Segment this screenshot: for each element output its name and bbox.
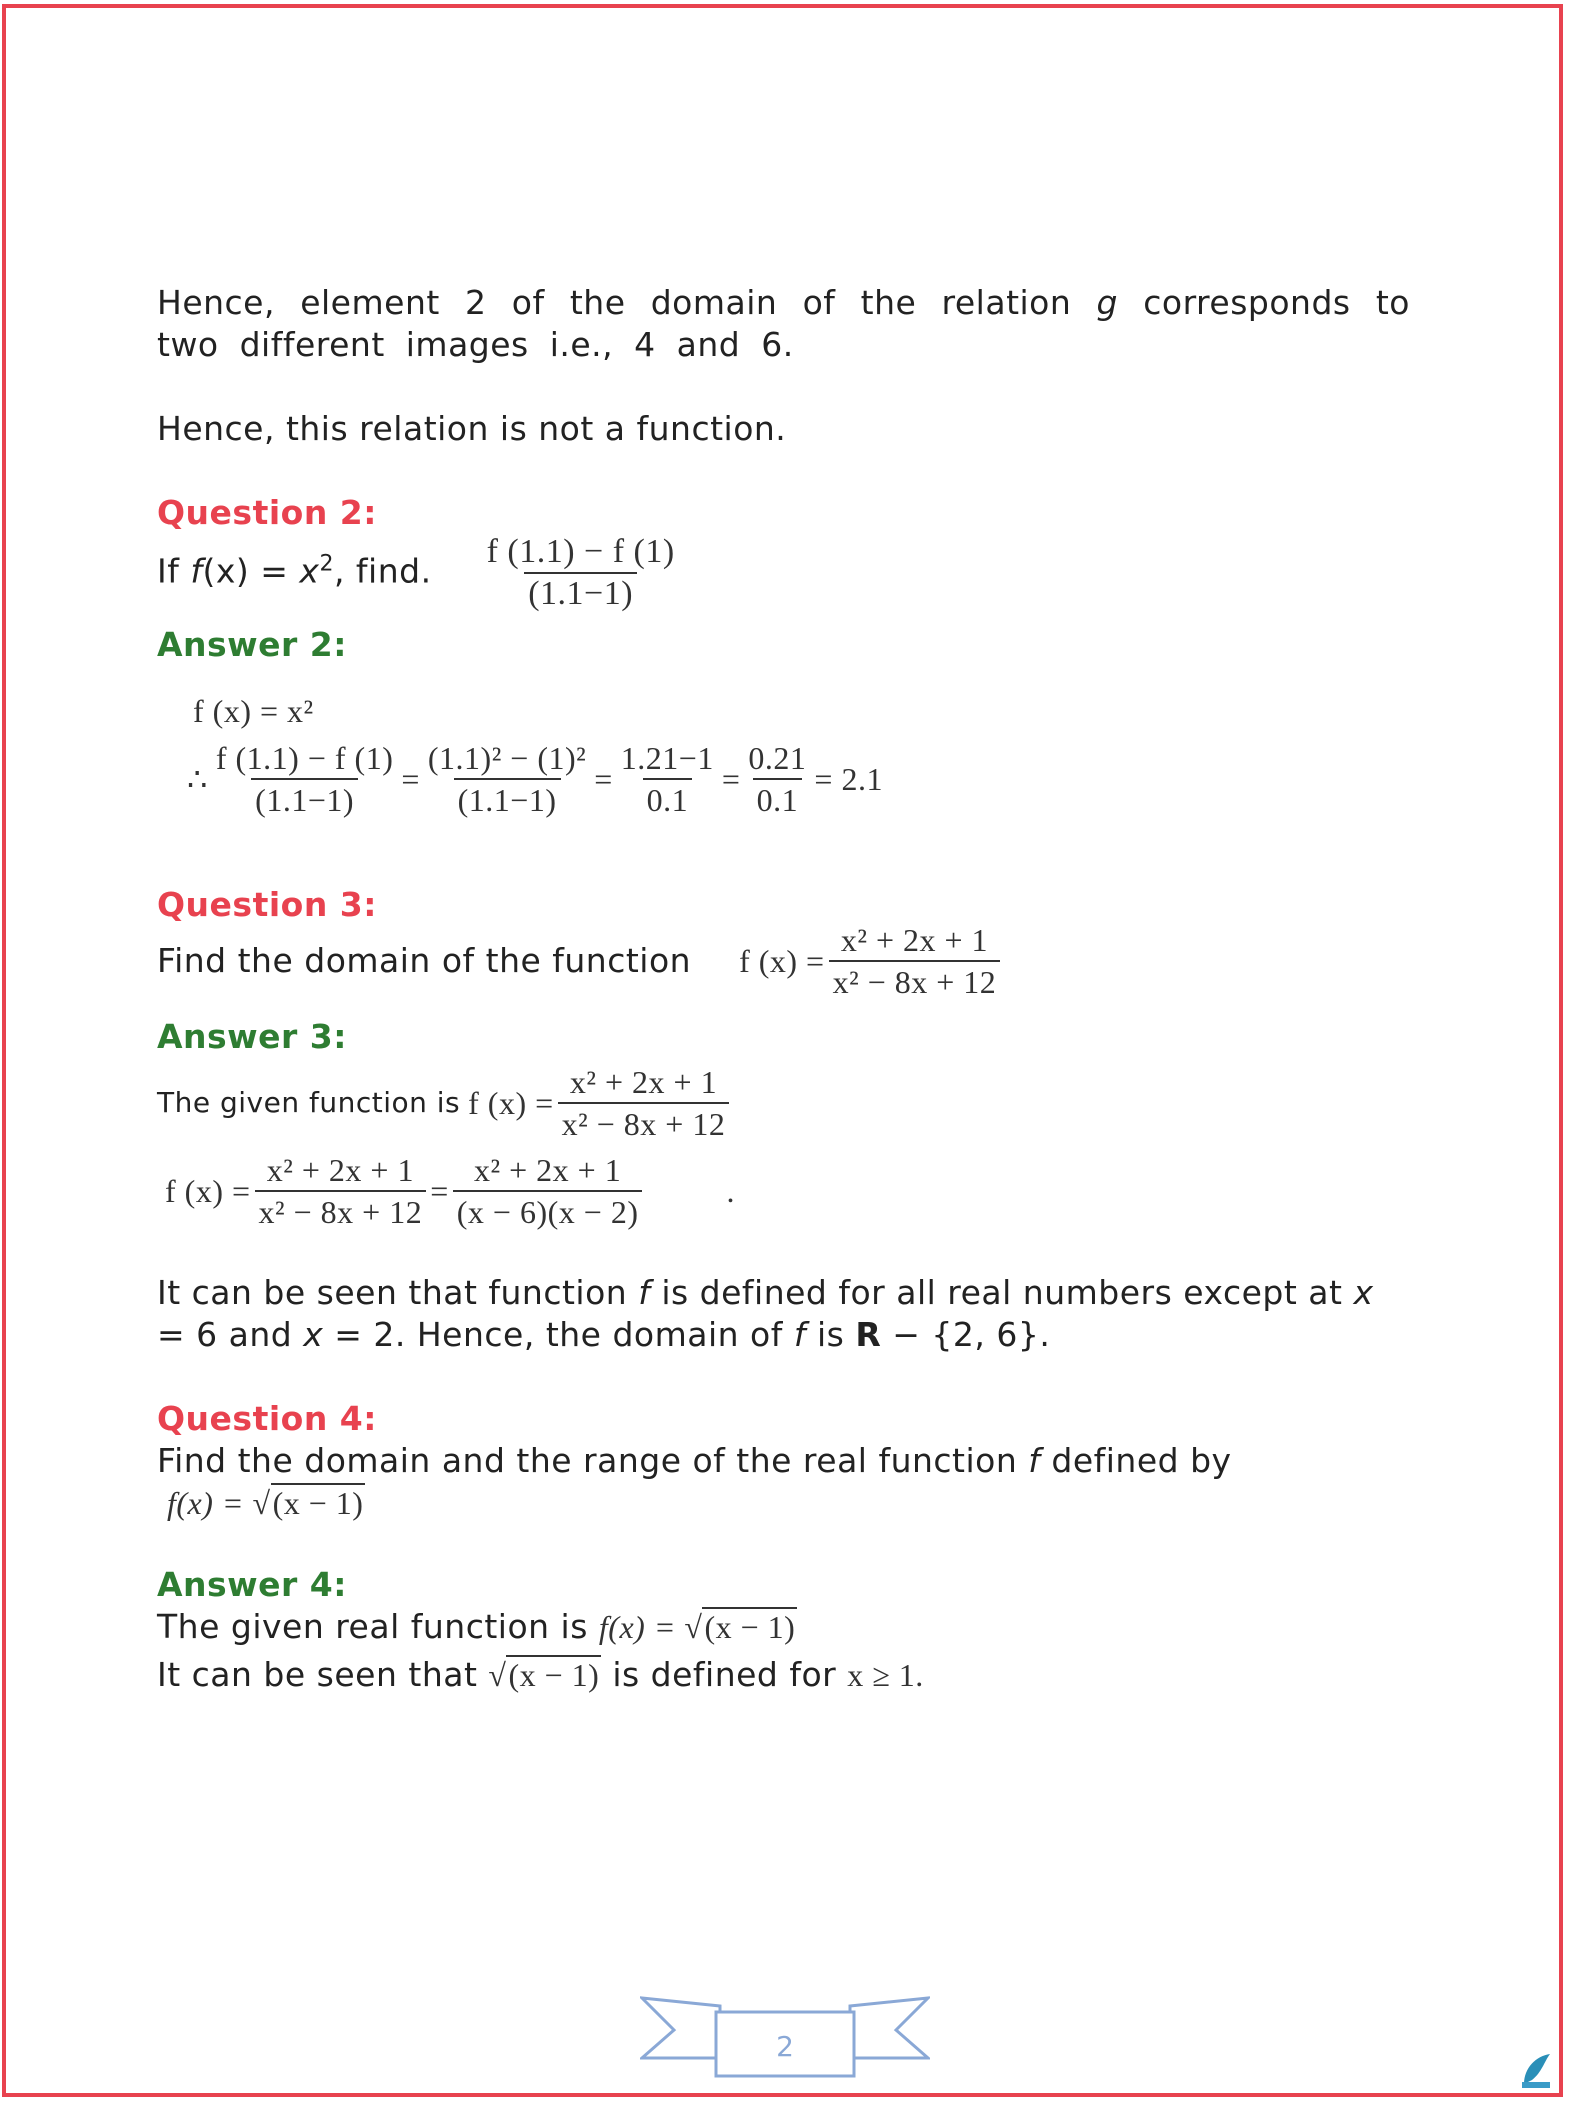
publisher-logo-icon xyxy=(1518,2050,1554,2090)
question-2 xyxy=(157,492,1410,614)
question-2-text: If $f(x) = x^2$, find. $\frac{f (1.1) - f (1)}{(1.1-1)}$ xyxy=(157,532,1410,614)
answer-2 xyxy=(157,624,1410,820)
question-2-fraction: $\frac{f (1.1) - f (1)}{(1.1-1)}$ xyxy=(486,533,675,612)
question-4-formula: f(x) = √(x − 1) xyxy=(167,1485,364,1521)
answer-3-factored: f (x) = $\frac{\text{x² + 2x + 1}}{\text{x² − 8x + 12}}$ = $\frac{\text{x² + 2x + 1}}{(x - 6)(x - 2)}$ . xyxy=(165,1152,735,1230)
answer-4 xyxy=(157,1564,1410,1696)
answer-4-heading: Answer 4: xyxy=(157,1565,347,1604)
question-2-heading: Question 2: xyxy=(157,493,377,532)
answer-3-given: The given function is f (x) = $\frac{\text{x² + 2x + 1}}{\text{x² − 8x + 12}}$ xyxy=(157,1062,1410,1144)
question-4 xyxy=(157,1398,1410,1524)
question-3 xyxy=(157,884,1410,1002)
answer-2-line1: f (x) = x² xyxy=(193,693,314,729)
question-4-text: Find the domain and the range of the real function f defined by xyxy=(157,1441,1232,1480)
paragraph-domain-result: It can be seen that function f is defined for all real numbers except at x = 6 and x = 2. Hence, the domain of f is R − {2, 6}. xyxy=(157,1273,1374,1354)
answer-4-line1: The given real function is f(x) = √(x − 1) xyxy=(157,1607,796,1646)
answer-2-equation: ∴ $\frac{f (1.1) - f (1)}{(1.1-1)}$ = $\frac{\text{(1.1)² − (1)²}}{(1.1-1)}$ = $\frac{1.21-1}{0.1}$ = $\frac{0.21}{0.1}$ = 2.1 xyxy=(187,740,883,818)
question-4-heading: Question 4: xyxy=(157,1399,377,1438)
answer-4-line2: It can be seen that √(x − 1) is defined for x ≥ 1. xyxy=(157,1655,924,1694)
paragraph-not-function: Hence, this relation is not a function. xyxy=(157,409,787,448)
para1-text: Hence, element 2 of the domain of the relation xyxy=(157,283,1072,322)
page-content xyxy=(157,282,1410,1696)
answer-2-heading: Answer 2: xyxy=(157,625,347,664)
answer-3 xyxy=(157,1016,1410,1232)
question-3-fraction: $\frac{\text{x² + 2x + 1}}{\text{x² − 8x + 12}}$ xyxy=(829,920,1001,1002)
answer-3-heading: Answer 3: xyxy=(157,1017,347,1056)
para1-rest: corresponds to two different images i.e., 4 and 6. xyxy=(157,283,1410,364)
question-3-heading: Question 3: xyxy=(157,885,377,924)
page-number: 2 xyxy=(776,2030,794,2063)
var-g: g xyxy=(1096,283,1118,322)
paragraph-relation-g xyxy=(157,282,1410,366)
question-3-text: Find the domain of the function f (x) = $\frac{\text{x² + 2x + 1}}{\text{x² − 8x + 12}}$ xyxy=(157,920,1410,1002)
